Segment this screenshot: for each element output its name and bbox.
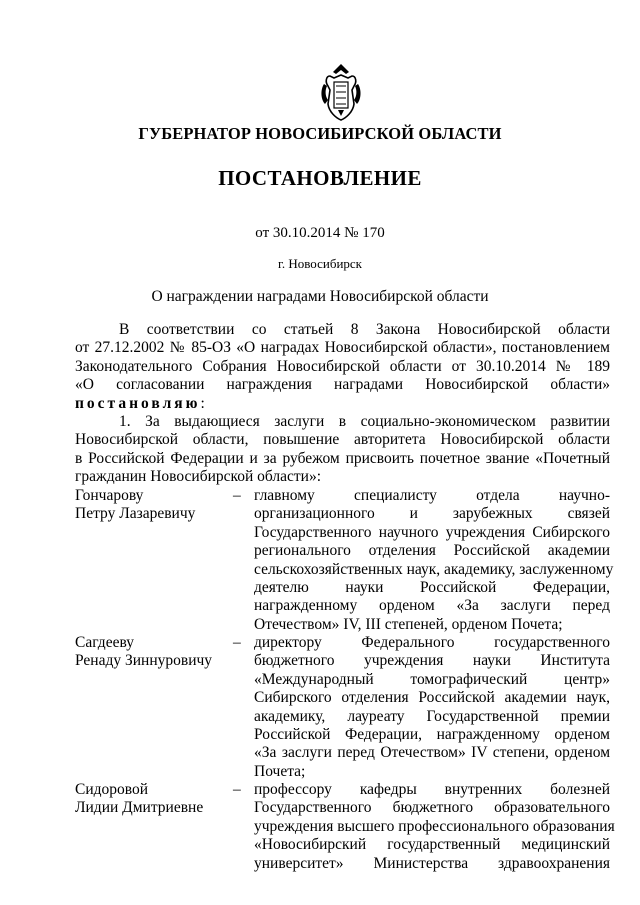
date-and-number: от 30.10.2014 № 170 xyxy=(255,225,385,241)
item-1-line: в Российской Федерации и за рубежом присвоить почетное звание «Почетный xyxy=(75,449,610,467)
awardee-dash: – xyxy=(233,487,241,504)
document-type-title: ПОСТАНОВЛЕНИЕ xyxy=(218,166,422,190)
preamble-line: В соответствии со статьей 8 Закона Новосибирской области xyxy=(119,321,610,338)
preamble-line: от 27.12.2002 № 85-ОЗ «О наградах Новосибирской области», постановлением xyxy=(75,339,610,357)
preamble-line: Законодательного Собрания Новосибирской области от 30.10.2014 № 189 xyxy=(75,357,610,375)
coat-of-arms-icon xyxy=(316,60,366,124)
item-1-line: 1. За выдающиеся заслуги в социально-экономическом развитии xyxy=(119,413,610,430)
city-label: г. Новосибирск xyxy=(277,256,362,271)
awardee-name: Сагдееву Ренаду Зиннуровичу xyxy=(75,634,213,670)
awardee-description: директору Федерального государственного бюджетного учреждения науки Института «Международный томографический центр» Сибирского отделения Российской академии наук, академику, лауреату Государственной премии Российской Федерации, награжденному орденом «За заслуги перед Отечеством» IV степени, орденом Почета; xyxy=(254,634,610,780)
issuer-title: ГУБЕРНАТОР НОВОСИБИРСКОЙ ОБЛАСТИ xyxy=(138,124,502,143)
awardee-dash: – xyxy=(233,634,241,651)
awardee-description: главному специалисту отдела научно- организационного и зарубежных связей Государственного научного учреждения Сибирского регионального отделения Российской академии сельскохозяйственных наук, академику, заслуженному деятелю науки Российской Федерации, награжденному орденом «За заслуги перед Отечеством» IV, III степеней, орденом Почета; xyxy=(254,487,614,633)
decree-word-line: постановляю: xyxy=(75,394,205,412)
awardee-name: Гончарову Петру Лазаревичу xyxy=(75,487,196,523)
awardee-description: профессору кафедры внутренних болезней Государственного бюджетного образовательного учреждения высшего профессионального образования «Новосибирский государственный медицинский университет» Министерства здравоохранения xyxy=(254,781,615,872)
document-subject: О награждении наградами Новосибирской области xyxy=(151,288,489,305)
item-1-paragraph xyxy=(75,413,610,487)
awardee-dash: – xyxy=(233,781,241,798)
decree-word: постановляю xyxy=(75,394,201,412)
preamble-paragraph xyxy=(75,321,610,413)
item-1-line: Новосибирской области, повышение авторитета Новосибирской области xyxy=(75,431,610,449)
preamble-line: «О согласовании награждения наградами Новосибирской области» xyxy=(75,376,610,394)
item-1-line: гражданин Новосибирской области»: xyxy=(75,468,322,486)
awardee-name: Сидоровой Лидии Дмитриевне xyxy=(75,781,204,817)
